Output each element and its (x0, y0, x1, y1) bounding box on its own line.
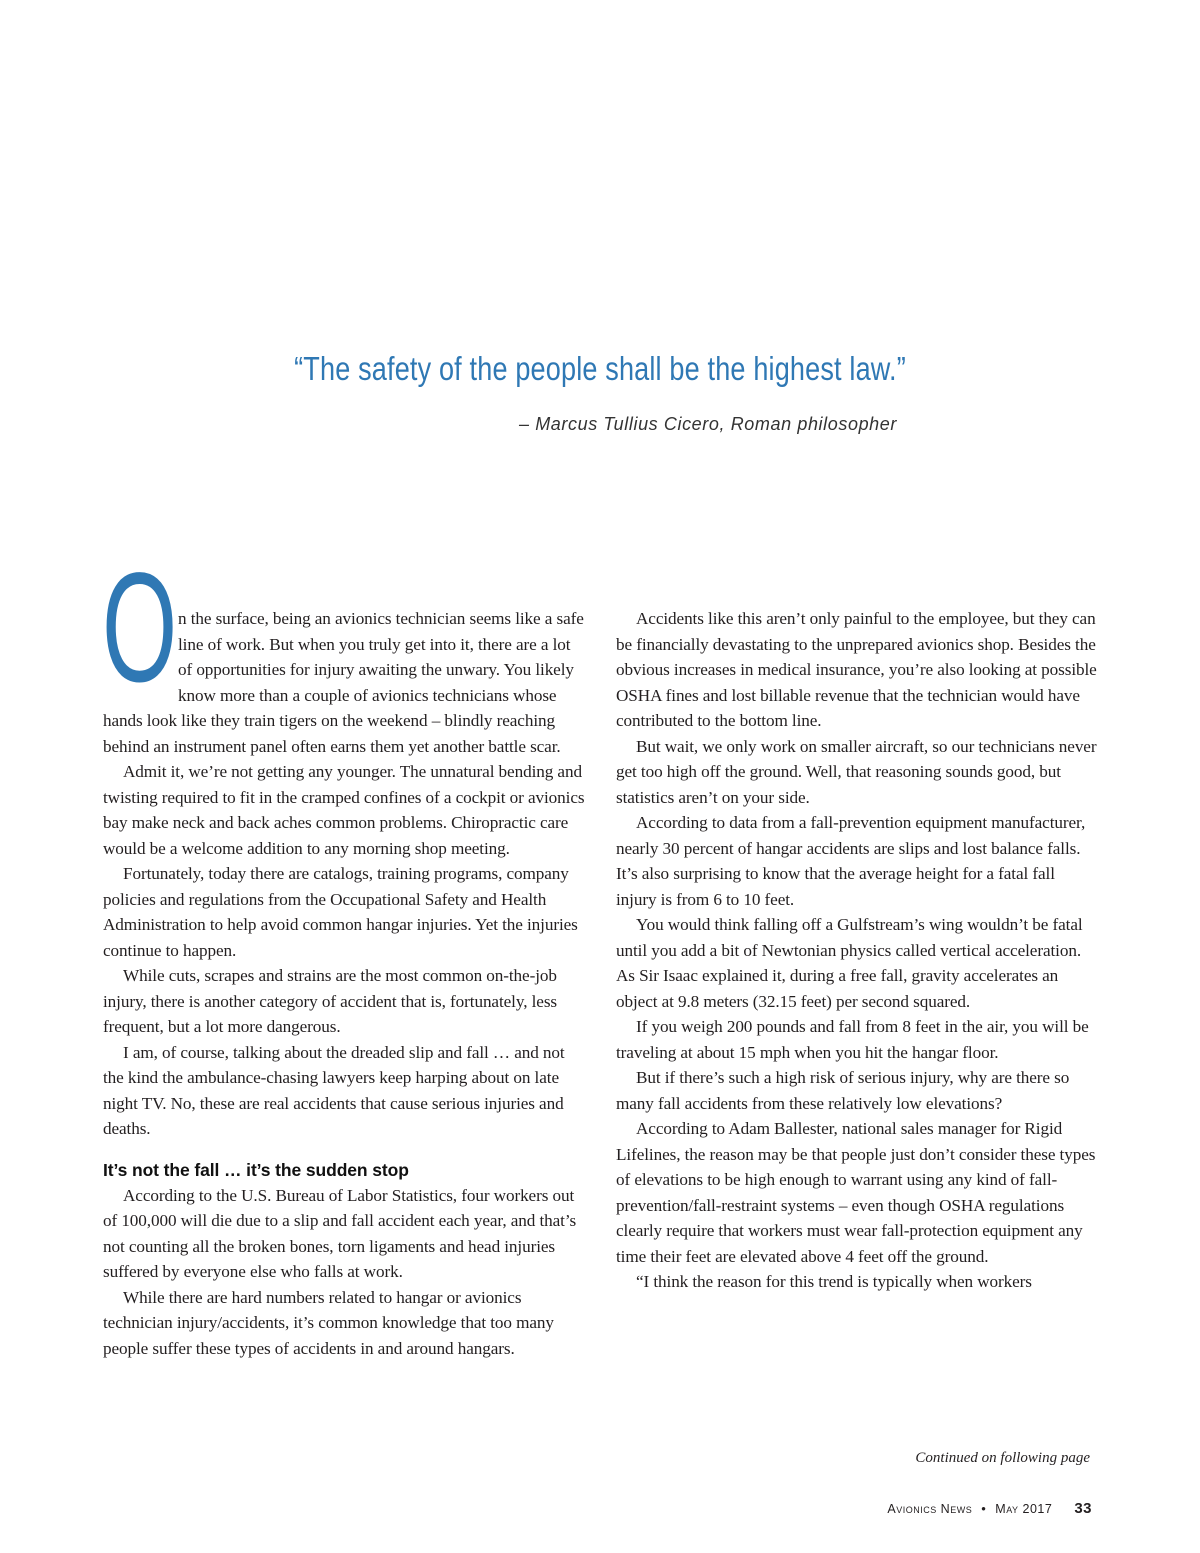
article-paragraph: If you weigh 200 pounds and fall from 8 feet in the air, you will be traveling at about 15 mph when you hit the hangar floor. (616, 1017, 1089, 1062)
article-paragraph: Admit it, we’re not getting any younger. The unnatural bending and twisting required to fit in the cramped confines of a cockpit or avionics bay make neck and back aches common problems. Chiropractic care would be a welcome addition to any morning shop meeting. (103, 762, 585, 858)
issue-date: May 2017 (995, 1502, 1053, 1516)
page-number: 33 (1074, 1500, 1092, 1517)
article-paragraph: While cuts, scrapes and strains are the most common on-the-job injury, there is another category of accident that is, fortunately, less frequent, but a lot more dangerous. (103, 966, 557, 1036)
page-footer (887, 1500, 1092, 1517)
article-paragraph: While there are hard numbers related to hangar or avionics technician injury/accidents, it’s common knowledge that too many people suffer these types of accidents in and around hangars. (103, 1287, 554, 1358)
quote-attribution: – Marcus Tullius Cicero, Roman philosopher (518, 414, 897, 434)
article-left-column (102, 541, 585, 1361)
article-paragraph: According to Adam Ballester, national sales manager for Rigid Lifelines, the reason may be that people just don’t consider these types of elevations to be high enough to warrant using any kind of fall-prevention/fall-restraint systems – even though OSHA regulations clearly require that workers must wear fall-protection equipment any time their feet are elevated above 4 feet off the ground. (616, 1119, 1096, 1266)
continued-note: Continued on following page (915, 1450, 1090, 1466)
pull-quote: “The safety of the people shall be the highest law.” (294, 350, 906, 387)
article-paragraph: You would think falling off a Gulfstream’s wing wouldn’t be fatal until you add a bit of Newtonian physics called vertical acceleration. As Sir Isaac explained it, during a free fall, gravity accelerates an object at 9.8 meters (32.15 feet) per second squared. (616, 915, 1083, 1011)
publication-name: Avionics News (887, 1502, 973, 1516)
section-subhead: It’s not the fall … it’s the sudden stop (103, 1159, 409, 1180)
article-paragraph: Fortunately, today there are catalogs, training programs, company policies and regulations from the Occupational Safety and Health Administration to help avoid common hangar injuries. Yet the injuries continue to happen. (103, 864, 578, 960)
article-paragraph: On the surface, being an avionics technician seems like a safe line of work. But when you truly get into it, there are a lot of opportunities for injury awaiting the unwary. You likely know more than a couple of avionics technicians whose hands look like they train tigers on the weekend – blindly reaching behind an instrument panel often earns them yet another battle scar. (102, 541, 584, 756)
drop-cap: O (102, 541, 178, 715)
article-paragraph: I am, of course, talking about the dreaded slip and fall … and not the kind the ambulance-chasing lawyers keep harping about on late night TV. No, these are real accidents that cause serious injuries and deaths. (103, 1042, 565, 1138)
article-paragraph: But if there’s such a high risk of serious injury, why are there so many fall accidents from these relatively low elevations? (616, 1068, 1070, 1113)
article-paragraph: According to data from a fall-prevention equipment manufacturer, nearly 30 percent of hangar accidents are slips and lost balance falls. It’s also surprising to know that the average height for a fatal fall injury is from 6 to 10 feet. (616, 813, 1086, 909)
article-paragraph: Accidents like this aren’t only painful to the employee, but they can be financially devastating to the unprepared avionics shop. Besides the obvious increases in medical insurance, you’re also looking at possible OSHA fines and lost billable revenue that the technician would have contributed to the bottom line. (616, 609, 1097, 730)
article-paragraph: According to the U.S. Bureau of Labor Statistics, four workers out of 100,000 will die due to a slip and fall accident each year, and that’s not counting all the broken bones, torn ligaments and head injuries suffered by everyone else who falls at work. (103, 1185, 577, 1281)
article-right-column (616, 606, 1098, 1295)
article-paragraph: But wait, we only work on smaller aircraft, so our technicians never get too high off the ground. Well, that reasoning sounds good, but statistics aren’t on your side. (616, 736, 1097, 807)
article-paragraph: “I think the reason for this trend is typically when workers (636, 1272, 1032, 1291)
footer-bullet: • (981, 1501, 987, 1516)
